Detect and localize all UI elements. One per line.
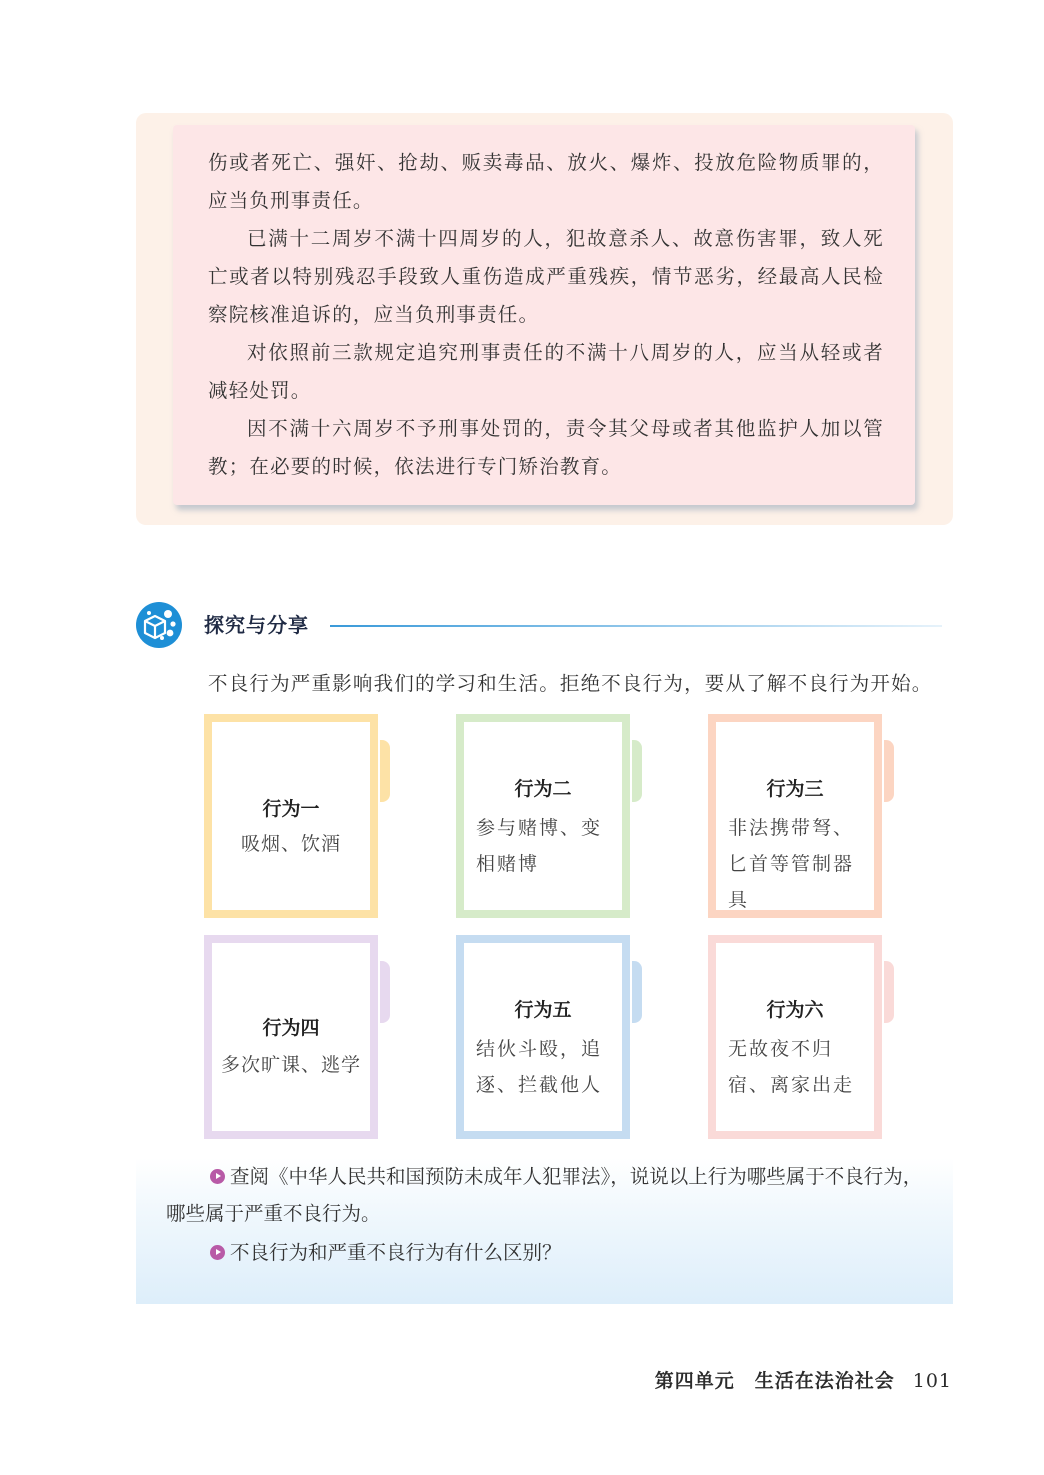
behavior-title: 行为六: [766, 999, 824, 1021]
behavior-title: 行为一: [262, 798, 320, 820]
law-paragraph: 伤或者死亡、强奸、抢劫、贩卖毒品、放火、爆炸、投放危险物质罪的，应当负刑事责任。: [208, 151, 884, 212]
law-excerpt-text: [208, 144, 884, 486]
law-paragraph: 因不满十六周岁不予刑事处罚的，责令其父母或者其他监护人加以管教；在必要的时候，依法进行专门矫治教育。: [208, 417, 884, 478]
card-tab: [884, 740, 894, 802]
section-intro: 不良行为严重影响我们的学习和生活。拒绝不良行为，要从了解不良行为开始。: [208, 672, 933, 695]
question-item: [166, 1158, 926, 1232]
question-text: 查阅《中华人民共和国预防未成年人犯罪法》，说说以上行为哪些属于不良行为，哪些属于严重不良行为。: [166, 1165, 923, 1225]
question-text: 不良行为和严重不良行为有什么区别？: [230, 1241, 562, 1264]
behavior-card-4: [204, 935, 378, 1139]
behavior-desc: 参与赌博、变相赌博: [476, 817, 603, 875]
card-tab: [380, 740, 390, 802]
section-title: 探究与分享: [204, 613, 309, 637]
card-tab: [380, 961, 390, 1023]
card-tab: [632, 740, 642, 802]
play-bullet-icon: [210, 1169, 225, 1184]
behavior-desc: 吸烟、饮酒: [240, 833, 341, 855]
behavior-title: 行为三: [766, 778, 824, 800]
question-list: [166, 1158, 926, 1271]
behavior-title: 行为五: [514, 999, 572, 1021]
law-paragraph: 对依照前三款规定追究刑事责任的不满十八周岁的人，应当从轻或者减轻处罚。: [208, 341, 884, 402]
behavior-card-6: [708, 935, 882, 1139]
card-tab: [884, 961, 894, 1023]
card-tab: [632, 961, 642, 1023]
behavior-card-3: [708, 714, 882, 918]
behavior-card-5: [456, 935, 630, 1139]
behavior-card-2: [456, 714, 630, 918]
section-divider: [330, 625, 942, 627]
law-paragraph: 已满十二周岁不满十四周岁的人，犯故意杀人、故意伤害罪，致人死亡或者以特别残忍手段致人重伤造成严重残疾，情节恶劣，经最高人民检察院核准追诉的，应当负刑事责任。: [208, 227, 884, 326]
behavior-card-1: [204, 714, 378, 918]
play-bullet-icon: [210, 1245, 225, 1260]
behavior-desc: 无故夜不归宿、离家出走: [728, 1038, 855, 1096]
behavior-desc: 结伙斗殴，追逐、拦截他人: [476, 1038, 603, 1096]
page-footer: [655, 1366, 952, 1393]
molecule-cube-icon: [135, 601, 183, 649]
behavior-desc: 非法携带弩、匕首等管制器具: [728, 817, 855, 911]
behavior-desc: 多次旷课、逃学: [220, 1054, 361, 1076]
unit-title: 第四单元 生活在法治社会: [654, 1370, 895, 1392]
behavior-title: 行为二: [514, 778, 572, 800]
question-item: [166, 1234, 926, 1271]
page-number: 101: [912, 1370, 952, 1392]
behavior-title: 行为四: [262, 1017, 320, 1039]
